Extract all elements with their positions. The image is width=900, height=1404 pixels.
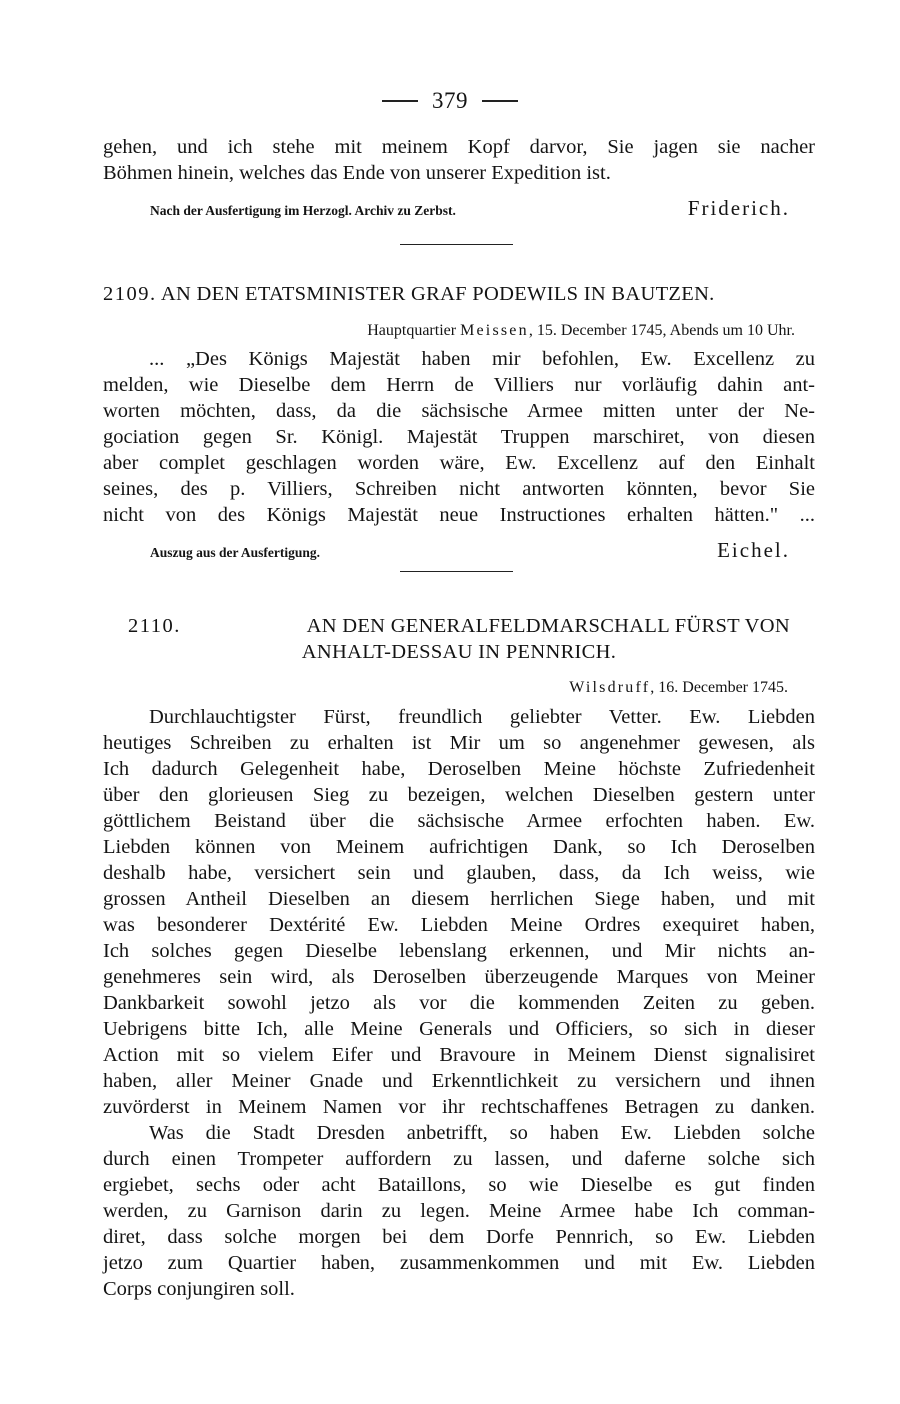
text-line: gehen, und ich stehe mit meinem Kopf darvor, Sie jagen sie nacher xyxy=(103,136,815,158)
text-line: diret, dass solche morgen bei dem Dorfe Pennrich, so Ew. Liebden xyxy=(103,1226,815,1248)
text-line: über den glorieusen Sieg zu bezeigen, welchen Dieselben gestern unter xyxy=(103,784,815,806)
dateline-place: Meissen xyxy=(460,322,529,339)
text-line: Dankbarkeit sowohl jetzo als vor die kommenden Zeiten zu geben. xyxy=(103,992,815,1014)
text-line: was besonderer Dextérité Ew. Liebden Meine Ordres exequiret haben, xyxy=(103,914,815,936)
text-line: heutiges Schreiben zu erhalten ist Mir um so angenehmer gewesen, als xyxy=(103,732,815,754)
signature: Eichel. xyxy=(717,538,790,562)
letter-heading-2109 xyxy=(103,283,813,306)
letter-body-2110-para2 xyxy=(103,1120,815,1302)
dateline-suffix: , 16. December 1745. xyxy=(650,679,788,696)
text-line: ... „Des Königs Majestät haben mir befohlen, Ew. Excellenz zu xyxy=(149,348,815,370)
text-line: zuvörderst in Meinem Namen vor ihr rechtschaffenes Betragen zu danken. xyxy=(103,1096,815,1118)
continuation-paragraph xyxy=(103,134,815,186)
text-line: Böhmen hinein, welches das Ende von unserer Expedition ist. xyxy=(103,162,611,184)
section-divider xyxy=(400,571,513,572)
section-divider xyxy=(400,244,513,245)
text-line: genehmeres sein wird, als Deroselben überzeugende Marques von Meiner xyxy=(103,966,815,988)
dateline-suffix: , 15. December 1745, Abends um 10 Uhr. xyxy=(528,322,795,339)
text-line: melden, wie Dieselbe dem Herrn de Villiers nur vorläufig dahin ant- xyxy=(103,374,815,396)
dateline-2110 xyxy=(569,679,788,697)
text-line: Action mit so vielem Eifer und Bravoure in Meinem Dienst signalisiret xyxy=(103,1044,815,1066)
text-line: worten möchten, dass, da die sächsische Armee mitten unter der Ne- xyxy=(103,400,815,422)
text-line: Corps conjungiren soll. xyxy=(103,1278,295,1300)
text-line: deshalb habe, versichert sein und glauben, dass, da Ich weiss, wie xyxy=(103,862,815,884)
text-line: haben, aller Meiner Gnade und Erkenntlichkeit zu versichern und ihnen xyxy=(103,1070,815,1092)
source-note: Nach der Ausfertigung im Herzogl. Archiv zu Zerbst. xyxy=(150,203,456,218)
letter-number: 2109. xyxy=(103,283,157,305)
closing-row-prev xyxy=(150,196,790,221)
header-dash-left xyxy=(382,100,418,101)
letter-title-line2: ANHALT-DESSAU IN PENNRICH. xyxy=(301,641,617,663)
text-line: göttlichem Beistand über die sächsische Armee erfochten haben. Ew. xyxy=(103,810,815,832)
text-line: gociation gegen Sr. Königl. Majestät Truppen marschiret, von diesen xyxy=(103,426,815,448)
dateline-place: Wilsdruff xyxy=(569,679,651,696)
letter-number: 2110. xyxy=(128,615,181,637)
text-line: jetzo zum Quartier haben, zusammenkommen und mit Ew. Liebden xyxy=(103,1252,815,1274)
text-line: Liebden können von Meinem aufrichtigen Dank, so Ich Deroselben xyxy=(103,836,815,858)
closing-row-2109 xyxy=(150,538,790,563)
page-header xyxy=(0,88,900,114)
text-line: seines, des p. Villiers, Schreiben nicht antworten könnten, bevor Sie xyxy=(103,478,815,500)
text-line: grossen Antheil Dieselben an diesem herrlichen Siege haben, und mit xyxy=(103,888,815,910)
letter-body-2109 xyxy=(103,346,815,528)
letter-title: AN DEN ETATSMINISTER GRAF PODEWILS IN BAUTZEN. xyxy=(160,283,715,305)
text-line: nicht von des Königs Majestät neue Instructiones erhalten hätten." ... xyxy=(103,504,815,526)
text-line: ergiebet, sechs oder acht Bataillons, so wie Dieselbe es gut finden xyxy=(103,1174,815,1196)
letter-title-line1: AN DEN GENERALFELDMARSCHALL FÜRST VON xyxy=(306,615,790,637)
text-line: Durchlauchtigster Fürst, freundlich geliebter Vetter. Ew. Liebden xyxy=(149,706,815,728)
page-number: 379 xyxy=(432,88,468,113)
text-line: Ich solches gegen Dieselbe lebenslang erkennen, und Mir nichts an- xyxy=(103,940,815,962)
text-line: durch einen Trompeter auffordern zu lassen, und daferne solche sich xyxy=(103,1148,815,1170)
dateline-prefix: Hauptquartier xyxy=(367,322,461,339)
letter-heading-2110 xyxy=(128,615,790,664)
signature: Friderich. xyxy=(687,196,790,220)
header-dash-right xyxy=(482,100,518,101)
dateline-2109 xyxy=(367,322,795,340)
text-line: Ich dadurch Gelegenheit habe, Deroselben Meine höchste Zufriedenheit xyxy=(103,758,815,780)
text-line: Uebrigens bitte Ich, alle Meine Generals und Officiers, so sich in dieser xyxy=(103,1018,815,1040)
text-line: Was die Stadt Dresden anbetrifft, so haben Ew. Liebden solche xyxy=(149,1122,815,1144)
text-line: werden, zu Garnison darin zu legen. Meine Armee habe Ich comman- xyxy=(103,1200,815,1222)
source-note: Auszug aus der Ausfertigung. xyxy=(150,545,321,560)
letter-body-2110-para1 xyxy=(103,704,815,1120)
text-line: aber complet geschlagen worden wäre, Ew. Excellenz auf den Einhalt xyxy=(103,452,815,474)
